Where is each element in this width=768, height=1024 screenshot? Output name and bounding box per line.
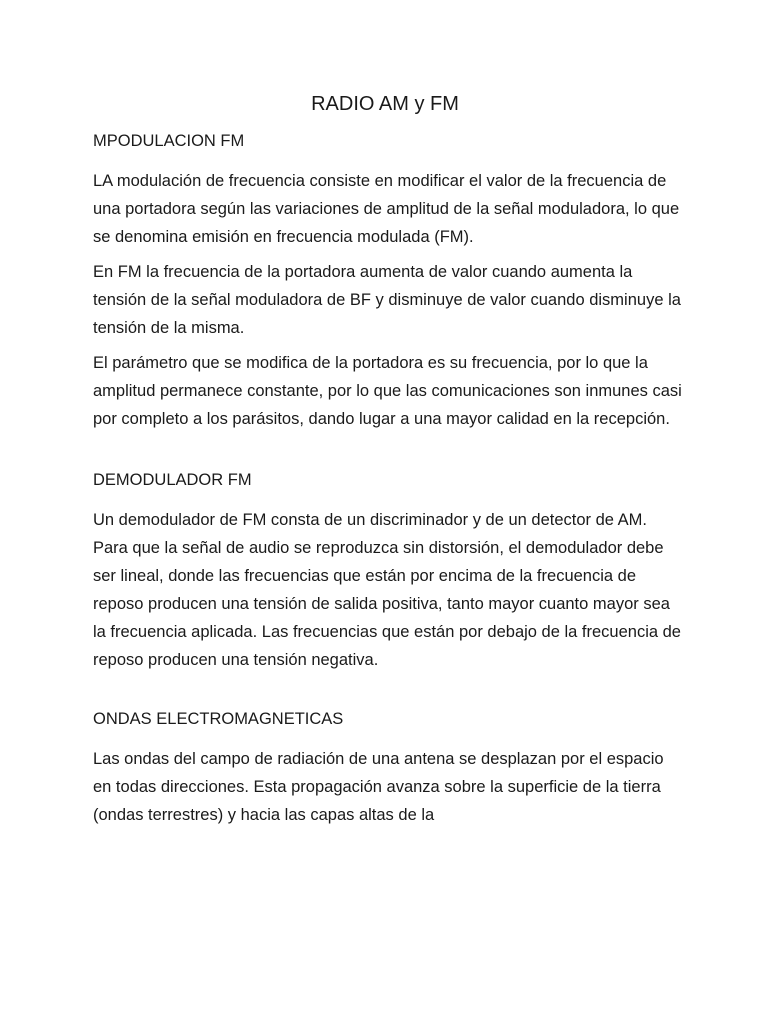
section-heading: ONDAS ELECTROMAGNETICAS bbox=[93, 710, 344, 728]
section-heading: MPODULACION FM bbox=[93, 132, 245, 150]
section-modulacion-fm bbox=[93, 131, 683, 433]
section-spacer bbox=[93, 681, 683, 709]
paragraph: En FM la frecuencia de la portadora aumenta de valor cuando aumenta la tensión de la señal moduladora de BF y disminuye de valor cuando disminuye la tensión de la misma. bbox=[93, 263, 681, 337]
paragraph: Las ondas del campo de radiación de una antena se desplazan por el espacio en todas direcciones. Esta propagación avanza sobre la superficie de la tierra (ondas terrestres) y hacia las capas altas de la bbox=[93, 750, 664, 824]
section-heading: DEMODULADOR FM bbox=[93, 471, 252, 489]
section-demodulador-fm bbox=[93, 470, 683, 674]
paragraph: LA modulación de frecuencia consiste en modificar el valor de la frecuencia de una portadora según las variaciones de amplitud de la señal moduladora, lo que se denomina emisión en frecuencia modulada (FM). bbox=[93, 172, 680, 246]
paragraph: El parámetro que se modifica de la portadora es su frecuencia, por lo que la amplitud permanece constante, por lo que las comunicaciones son inmunes casi por completo a los parásitos, dando lugar a una mayor calidad en la recepción. bbox=[93, 354, 682, 428]
section-ondas-electromagneticas bbox=[93, 709, 683, 829]
document-page bbox=[93, 92, 683, 836]
section-spacer bbox=[93, 440, 683, 470]
document-title: RADIO AM y FM bbox=[311, 93, 459, 115]
paragraph: Un demodulador de FM consta de un discriminador y de un detector de AM. Para que la señal de audio se reproduzca sin distorsión, el demodulador debe ser lineal, donde las frecuencias que están por encima de la frecuencia de reposo producen una tensión de salida positiva, tanto mayor cuanto mayor sea la frecuencia aplicada. Las frecuencias que están por debajo de la frecuencia de reposo producen una tensión negativa. bbox=[93, 511, 681, 669]
